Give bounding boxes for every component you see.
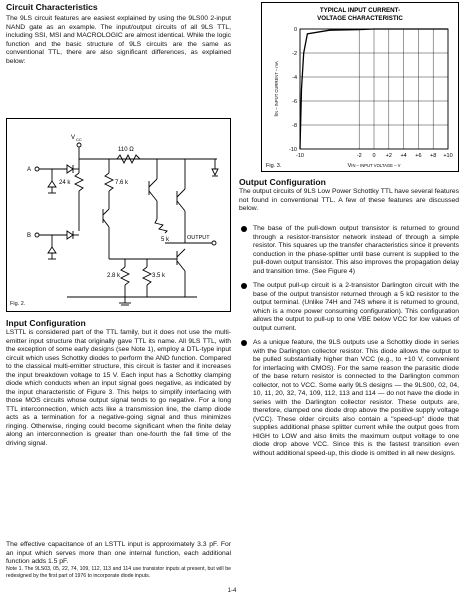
y-tick-label: 0 [293,27,297,33]
footnote: Note 1. The 9LS03, 05, 22, 74, 109, 112, 113 and 114 use transistor inputs at present, but will be redesigned by the first part of 1976 to incorporate diode inputs. [6,566,231,579]
y-tick-label: -6 [292,99,297,105]
y-tick-label: -4 [292,75,297,81]
input-configuration-heading: Input Configuration [6,318,86,328]
intro-paragraph: The 9LS circuit features are easiest explained by using the 9LS00 2-input NAND gate as an example. The input/output circuits of all 9LS TTL, including SSI, MSI and MACROLOGIC are almost identical. While the logic function and the basic structure of 9LS circuits are the same as conventional TTL, there are also significant differences, as explained below: [6,15,231,65]
nand-gate-schematic [7,119,230,311]
chart-title-line1: TYPICAL INPUT CURRENT- [319,7,401,14]
bullet-text: The base of the pull-down output transistor is returned to ground through a resistor-transistor network instead of through a simple resistor. This squares up the transfer characteristics since it prevents conduction in the phase-splitter until base current is supplied to the pull-down output transistor. This also improves the propagation delay and transition time. (See Figure 4) [253,225,459,275]
y-tick-label: -10 [289,147,297,153]
x-tick-label: -2 [356,153,362,159]
capacitance-paragraph: The effective capacitance of an LSTTL input is approximately 3.3 pF. For an input which serves more than one internal function, each additional function adds 1.5 pF. [6,541,231,565]
output-configuration-heading: Output Configuration [239,177,326,187]
output-feature-list [239,225,459,464]
x-axis-label: VIN – INPUT VOLTAGE – V [347,163,401,169]
output-intro-paragraph: The output circuits of 9LS Low Power Schottky TTL have several features not found in conventional TTL. A few of these features are discussed below. [239,188,459,212]
x-tick-label: 0 [372,153,376,159]
iv-characteristic-chart [262,3,458,171]
input-configuration-paragraph: LSTTL is considered part of the TTL family, but it does not use the multi-emitter input structure that originally gave TTL its name. All 9LS TTL, with the exception of some early designs (see Note 1), employ a DTL-type input circuit which uses Schottky diodes to perform the AND function. Compared to the classical multi-emitter structure, this circuit is faster and it increases the input breakdown voltage to 15 V. Each input has a Schottky clamping diode which conducts when an input signal goes negative, as indicated by the input characteristic of Figure 3. This helps to simplify interfacing with those MOS circuits whose output signal tends to go negative. For a long TTL interconnection, which acts like a transmission line, the clamp diode acts as a termination for a negative-going signal and thus minimizes ringing. Otherwise, ringing could become significant when the finite delay along an interconnection is greater than one-fourth the fall time of the driving signal. [6,329,231,447]
output-label: OUTPUT [187,235,210,241]
x-tick-label: +2 [385,153,392,159]
vcc-label: V [71,135,76,141]
vcc-sub: CC [76,137,82,142]
r110-label: 110 Ω [118,147,134,153]
r24k-label: 24 k [59,180,71,186]
y-tick-label: -8 [292,123,297,129]
r76k-label: 7.6 k [115,180,129,186]
bullet-text: The output pull-up circuit is a 2-transistor Darlington circuit with the base of the output transistor returned through a 5 kΩ resistor to the output terminal. (Unlike 74H and 74S where it is returned to ground, which is a more power consuming configuration). This configuration allows the output to pull-up to one VBE below VCC for low values of output current. [253,282,459,332]
circuit-characteristics-heading: Circuit Characteristics [6,2,98,12]
bullet-icon [241,340,247,346]
page-number: 1-4 [227,588,237,594]
input-b-label: B [27,233,32,239]
r5k-label: 5 k [161,237,170,243]
bullet-text: As a unique feature, the 9LS outputs use a Schottky diode in series with the Darlington collector resistor. This diode allows the output to be pulled substantially higher than VCC (e.g., to +10 V, convenient for interfacing with CMOS). For the same reason the parasitic diode of the base return resistor is connected to the Darlington common collector, not to VCC. Some early 9LS designs — the 9LS00, 02, 04, 10, 11, 20, 32, 74, 109, 112, 113 and 114 — do not have the diode in series with the Darlington collector resistor. These outputs are, therefore, clamped one diode drop above the positive supply voltage (VCC). These older circuits also contain a "speed-up" diode that supplies additional phase splitter current while the output goes from HIGH to LOW and also limits the maximum output voltage to one diode drop above VCC. Since this is the fastest transition even without additional speed-up, this diode is omitted in all new designs. [253,339,459,457]
r28k-label: 2.8 k [107,273,121,279]
list-item [239,282,459,333]
x-tick-label: -10 [296,153,304,159]
r35k-label: 3.5 k [152,273,166,279]
x-tick-label: +6 [415,153,422,159]
figure-2-box [6,118,231,312]
chart-title-line2: VOLTAGE CHARACTERISTIC [317,15,403,22]
list-item [239,339,459,458]
figure-3-box [261,2,459,172]
input-a-label: A [27,167,32,173]
fig2-label: Fig. 2. [10,301,26,307]
y-axis-label: IIN – INPUT CURRENT – mA [274,61,280,117]
x-tick-label: +4 [400,153,407,159]
list-item [239,225,459,276]
y-tick-label: -2 [292,51,297,57]
fig3-label: Fig. 3. [266,163,282,169]
x-tick-label: +8 [430,153,437,159]
x-tick-label: +10 [443,153,453,159]
bullet-icon [241,283,247,289]
bullet-icon [241,226,247,232]
